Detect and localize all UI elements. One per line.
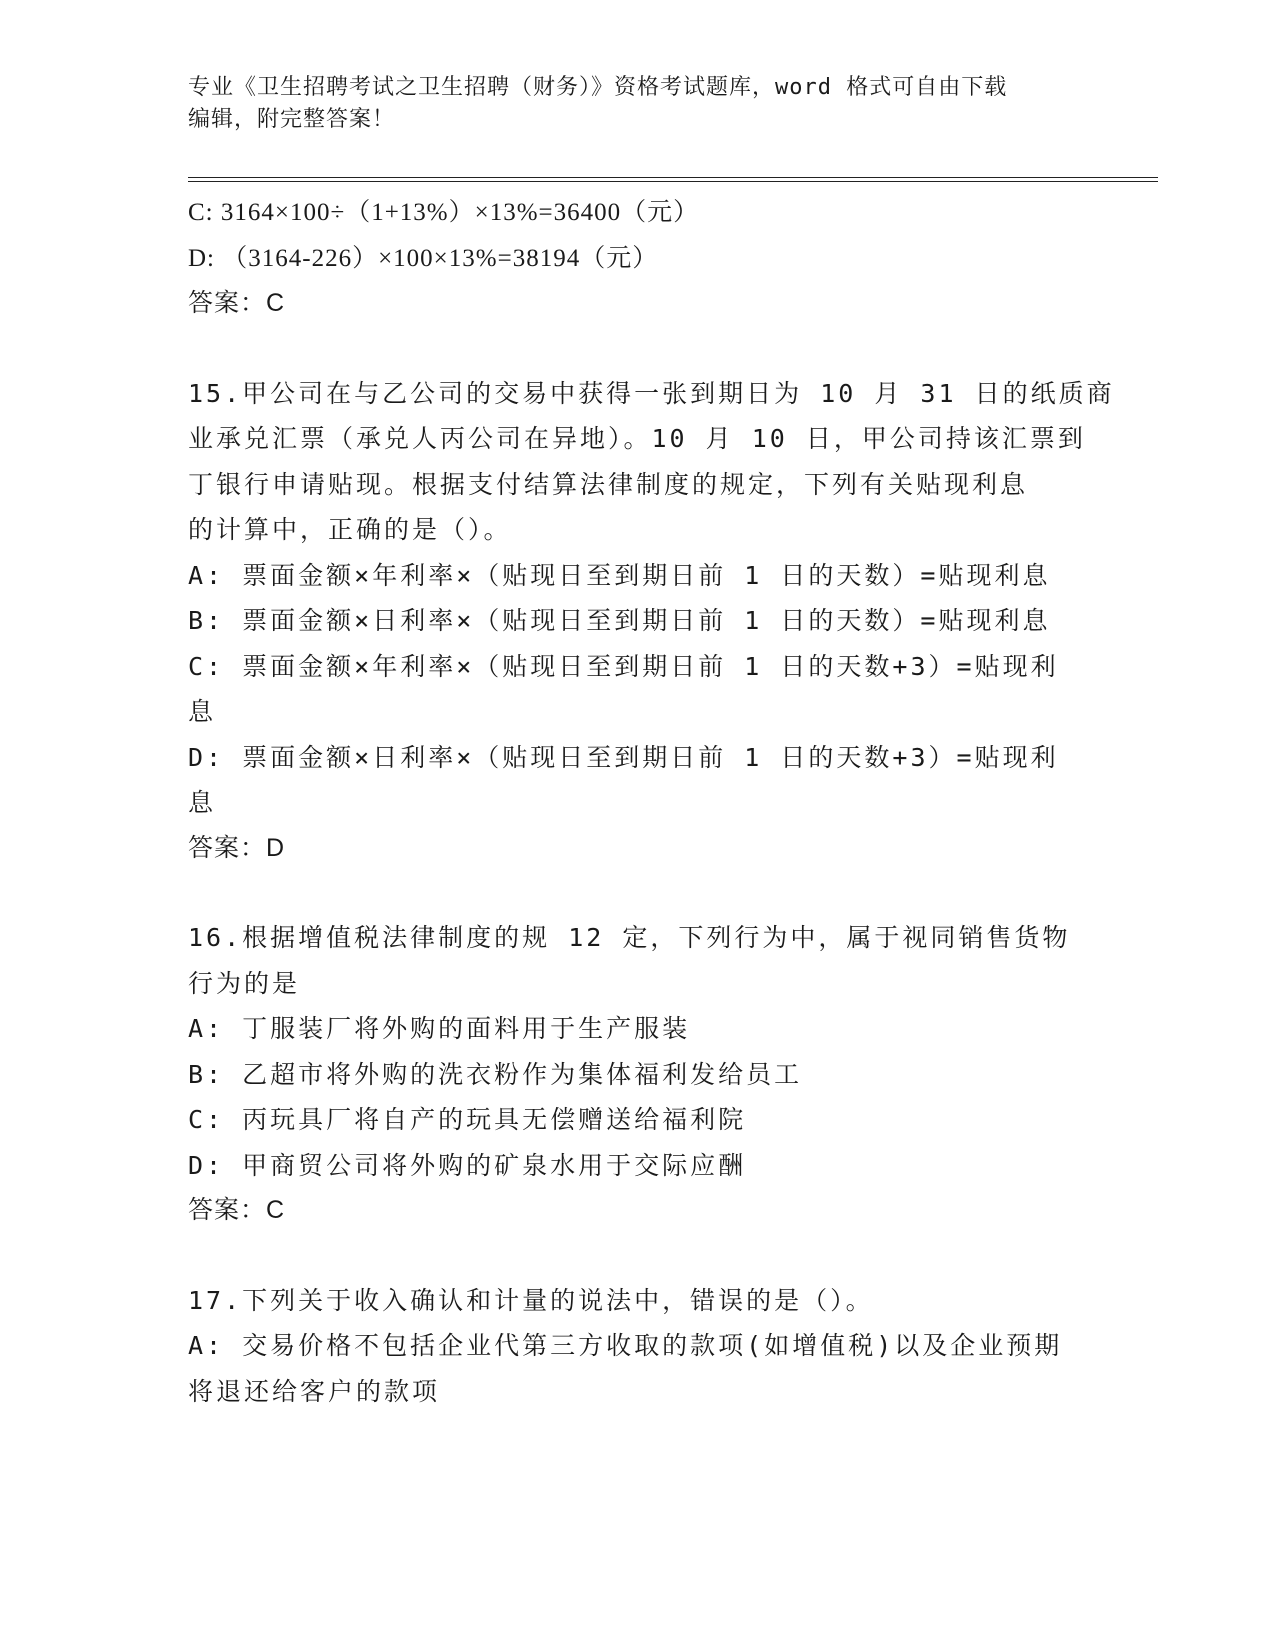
answer-line: 答案：C	[188, 289, 286, 317]
question-stem-line: 行为的是	[188, 968, 301, 998]
previous-question-tail	[188, 190, 1088, 327]
header-line-2: 编辑，附完整答案！	[188, 107, 396, 132]
question-17	[188, 1278, 1088, 1415]
question-stem-line: 16.根据增值税法律制度的规 12 定，下列行为中，属于视同销售货物	[188, 923, 1071, 952]
header-divider	[188, 177, 1158, 182]
option-a: A: 丁服装厂将外购的面料用于生产服装	[188, 1014, 691, 1043]
question-stem-line: 丁银行申请贴现。根据支付结算法律制度的规定，下列有关贴现利息	[188, 469, 1029, 499]
option-a-wrap: 将退还给客户的款项	[188, 1376, 441, 1406]
document-body	[188, 190, 1115, 1414]
option-c: C: 3164×100÷（1+13%）×13%=36400（元）	[188, 199, 700, 226]
option-b: B: 票面金额×日利率×（贴现日至到期日前 1 日的天数）=贴现利息	[188, 606, 1051, 635]
header-line-1: 专业《卫生招聘考试之卫生招聘（财务）》资格考试题库，word 格式可自由下载	[188, 75, 1008, 100]
option-c: C: 丙玩具厂将自产的玩具无偿赠送给福利院	[188, 1105, 747, 1134]
option-a: A: 票面金额×年利率×（贴现日至到期日前 1 日的天数）=贴现利息	[188, 560, 1051, 590]
option-d: D: 票面金额×日利率×（贴现日至到期日前 1 日的天数+3）=贴现利	[188, 742, 1059, 772]
answer-line: 答案：C	[188, 1196, 286, 1224]
question-stem-line: 业承兑汇票（承兑人丙公司在异地）。10 月 10 日，甲公司持该汇票到	[188, 424, 1086, 453]
option-b: B: 乙超市将外购的洗衣粉作为集体福利发给员工	[188, 1059, 803, 1089]
option-d: D: （3164-226）×100×13%=38194（元）	[188, 244, 659, 272]
option-a: A: 交易价格不包括企业代第三方收取的款项(如增值税)以及企业预期	[188, 1331, 1063, 1360]
option-c-wrap: 息	[188, 697, 217, 726]
question-15	[188, 371, 1115, 872]
page-header	[188, 72, 1088, 136]
answer-line: 答案：D	[188, 833, 286, 862]
option-d-wrap: 息	[188, 788, 217, 817]
question-stem-line: 17.下列关于收入确认和计量的说法中，错误的是（）。	[188, 1285, 874, 1315]
option-d: D: 甲商贸公司将外购的矿泉水用于交际应酬	[188, 1150, 747, 1180]
option-c: C: 票面金额×年利率×（贴现日至到期日前 1 日的天数+3）=贴现利	[188, 651, 1059, 681]
question-16	[188, 915, 1088, 1234]
question-stem-line: 15.甲公司在与乙公司的交易中获得一张到期日为 10 月 31 日的纸质商	[188, 378, 1115, 408]
question-stem-line: 的计算中，正确的是（）。	[188, 515, 512, 544]
